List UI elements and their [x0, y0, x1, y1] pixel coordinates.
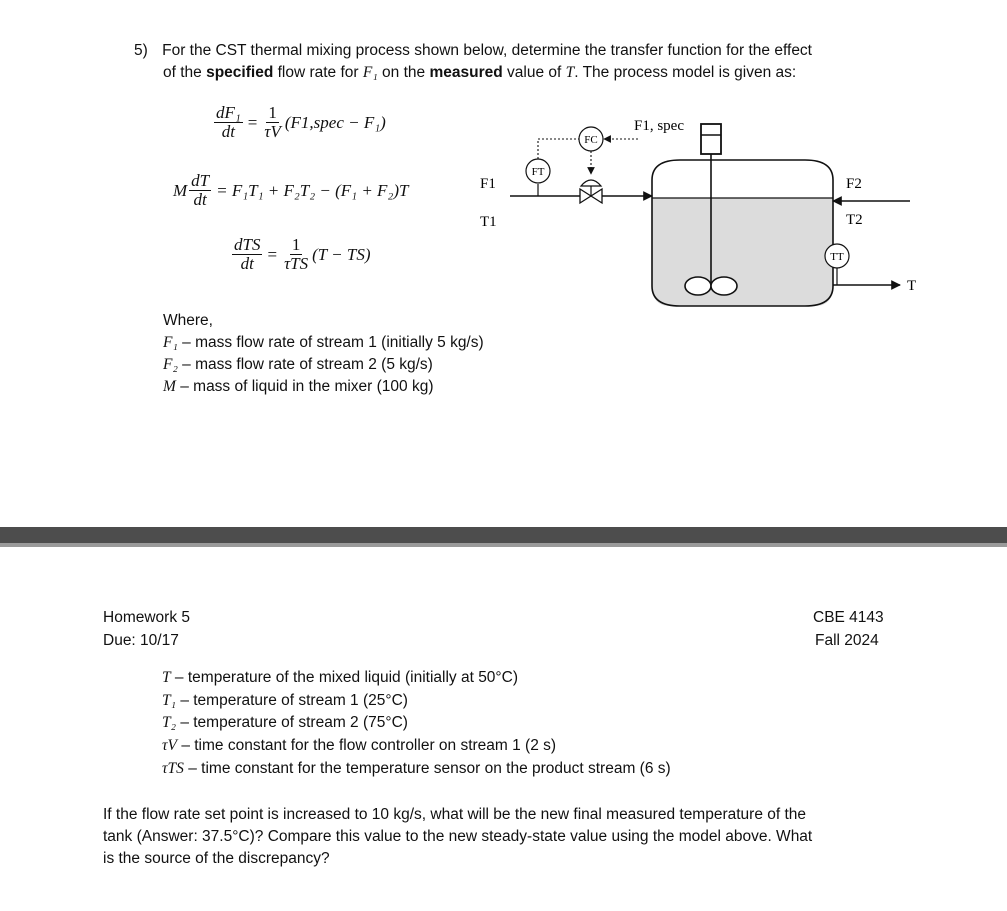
- due-date: Due: 10/17: [103, 632, 179, 649]
- eq1-num: dF₁: [216, 103, 241, 122]
- label-t1: T1: [480, 214, 497, 230]
- homework-label: Homework 5: [103, 609, 190, 626]
- label-t2: T2: [846, 212, 863, 228]
- where-item-2: F₂ – mass flow rate of stream 2 (5 kg/s): [163, 356, 433, 373]
- question-text-2c: flow rate for: [273, 64, 363, 81]
- closing-line-2: tank (Answer: 37.5°C)? Compare this value to the new steady-state value using the model above. What: [103, 828, 813, 845]
- eq2-den: dt: [193, 190, 207, 209]
- eq3-coef-den: τTS: [284, 254, 309, 273]
- where-item-3: M – mass of liquid in the mixer (100 kg): [163, 378, 434, 395]
- term: Fall 2024: [815, 632, 879, 649]
- label-t-out: T: [907, 278, 917, 294]
- where2-item-2: T₁ – temperature of stream 1 (25°C): [162, 692, 408, 709]
- eq3-den: dt: [240, 254, 254, 273]
- question-emph-measured: measured: [429, 64, 503, 81]
- label-fc: FC: [584, 134, 598, 146]
- closing-line-3: is the source of the discrepancy?: [103, 850, 330, 867]
- question-number: 5): [134, 42, 148, 59]
- signal-ft-fc: [538, 139, 579, 159]
- question-text-2g: . The process model is given as:: [574, 64, 797, 81]
- question-emph-specified: specified: [206, 64, 274, 81]
- course-code: CBE 4143: [813, 609, 884, 626]
- where-item-1: F₁ – mass flow rate of stream 1 (initially 5 kg/s): [163, 334, 484, 351]
- eq1-coef-num: 1: [268, 103, 277, 122]
- process-diagram: [470, 108, 930, 313]
- eq2-num: dT: [191, 171, 210, 190]
- eq2-rhs: = F₁T₁ + F₂T₂ − (F₁ + F₂)T: [216, 180, 409, 200]
- question-text-2f: value of: [502, 64, 566, 81]
- equation-2: [173, 172, 408, 209]
- equation-1: [212, 104, 386, 141]
- label-f2: F2: [846, 176, 862, 192]
- question-line-1: [134, 40, 812, 62]
- eq3-num: dTS: [234, 235, 261, 254]
- equation-3: [230, 236, 371, 273]
- eq1-rhs: (F1,spec − F₁): [284, 112, 386, 132]
- where2-item-4: τV – time constant for the flow controller on stream 1 (2 s): [162, 737, 557, 754]
- label-ft: FT: [531, 166, 545, 178]
- question-text-2a: of the: [163, 64, 207, 81]
- question-var-t: T: [565, 64, 575, 81]
- page-break: [0, 527, 1007, 547]
- control-valve-icon: [580, 180, 602, 203]
- question-text-1: For the CST thermal mixing process shown below, determine the transfer function for the effect: [162, 42, 812, 59]
- eq3-rhs: (T − TS): [312, 244, 371, 264]
- eq3-coef-num: 1: [291, 235, 301, 254]
- eq2-lhs-pre: M: [173, 180, 188, 200]
- question-var-f1: F₁: [362, 64, 378, 81]
- closing-line-1: If the flow rate set point is increased to 10 kg/s, what will be the new final measured temperature of the: [103, 806, 807, 823]
- label-f1: F1: [480, 176, 496, 192]
- eq3-equals: =: [267, 244, 278, 264]
- label-f1-spec: F1, spec: [634, 118, 684, 134]
- label-tt: TT: [830, 251, 844, 263]
- where2-item-1: T – temperature of the mixed liquid (initially at 50°C): [162, 669, 518, 686]
- where2-item-5: τTS – time constant for the temperature sensor on the product stream (6 s): [162, 760, 671, 777]
- eq1-den: dt: [221, 122, 236, 141]
- where2-item-3: T₂ – temperature of stream 2 (75°C): [162, 714, 408, 731]
- mixing-tank: [652, 160, 833, 306]
- question-line-2: [163, 62, 796, 84]
- eq1-equals: =: [247, 112, 258, 132]
- where-heading: Where,: [163, 312, 213, 329]
- eq1-coef-den: τV: [264, 122, 281, 141]
- question-text-2d: on the: [377, 64, 430, 81]
